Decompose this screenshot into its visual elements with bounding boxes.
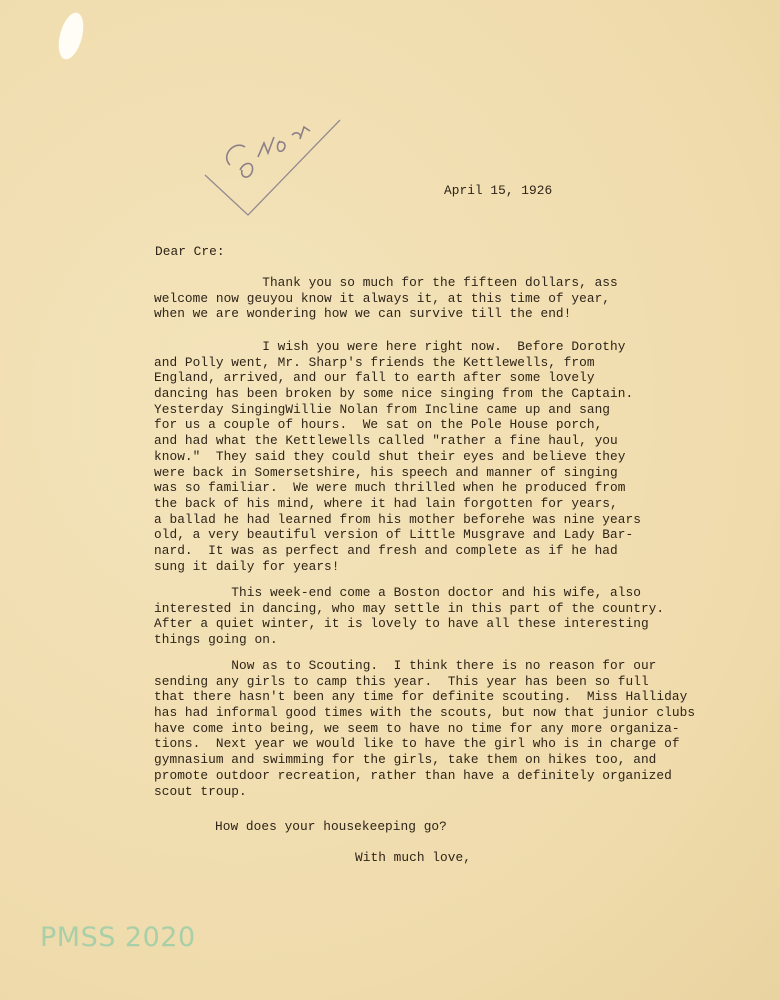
text-line: things going on.: [154, 632, 278, 648]
text-line: and Polly went, Mr. Sharp's friends the Kettlewells, from: [154, 354, 595, 370]
text-line: Yesterday SingingWillie Nolan from Incline came up and sang: [154, 401, 611, 417]
closing-question: How does your housekeeping go?: [215, 819, 447, 834]
text-line: have come into being, we seem to have no time for any more organiza-: [154, 720, 680, 736]
paragraph-thanks: [154, 275, 618, 322]
text-line: the back of his mind, where it had lain forgotten for years,: [154, 495, 618, 511]
text-line: tions. Next year we would like to have the girl who is in charge of: [154, 736, 680, 752]
letter-date: April 15, 1926: [444, 183, 553, 198]
text-line: that there hasn't been any time for definite scouting. Miss Halliday: [154, 689, 688, 705]
text-line: sending any girls to camp this year. This year has been so full: [154, 673, 649, 689]
text-line: This week-end come a Boston doctor and his wife, also: [154, 585, 641, 600]
text-line: dancing has been broken by some nice singing from the Captain.: [154, 386, 634, 402]
text-line: scout troup.: [154, 783, 247, 799]
text-line: old, a very beautiful version of Little Musgrave and Lady Bar-: [154, 527, 634, 543]
closing: With much love,: [355, 850, 471, 865]
text-line: were back in Somersetshire, his speech and manner of singing: [154, 464, 618, 480]
text-line: Now as to Scouting. I think there is no reason for our: [154, 658, 657, 673]
paper-hole: [54, 10, 88, 62]
text-line: when we are wondering how we can survive till the end!: [154, 306, 572, 322]
text-line: promote outdoor recreation, rather than have a definitely organized: [154, 767, 672, 783]
text-line: Thank you so much for the fifteen dollars, ass: [154, 275, 618, 290]
text-line: know." They said they could shut their eyes and believe they: [154, 448, 626, 464]
text-line: welcome now geuyou know it always it, at this time of year,: [154, 290, 611, 306]
text-line: and had what the Kettlewells called "rather a fine haul, you: [154, 433, 618, 449]
watermark: PMSS 2020: [40, 922, 196, 953]
text-line: gymnasium and swimming for the girls, take them on hikes too, and: [154, 752, 657, 768]
paragraph-visitors: [154, 585, 664, 648]
paragraph-scouting: [154, 658, 695, 799]
text-line: I wish you were here right now. Before Dorothy: [154, 339, 626, 354]
text-line: England, arrived, and our fall to earth after some lovely: [154, 370, 595, 386]
handwritten-annotation: [200, 95, 350, 220]
text-line: sung it daily for years!: [154, 558, 340, 574]
text-line: was so familiar. We were much thrilled when he produced from: [154, 480, 626, 496]
text-line: interested in dancing, who may settle in this part of the country.: [154, 600, 665, 616]
text-line: has had informal good times with the scouts, but now that junior clubs: [154, 705, 696, 721]
paragraph-singing: [154, 339, 641, 574]
text-line: a ballad he had learned from his mother beforehe was nine years: [154, 511, 641, 527]
text-line: After a quiet winter, it is lovely to have all these interesting: [154, 616, 649, 632]
text-line: for us a couple of hours. We sat on the Pole House porch,: [154, 417, 603, 433]
salutation: Dear Cre:: [155, 244, 225, 259]
text-line: nard. It was as perfect and fresh and complete as if he had: [154, 542, 618, 558]
